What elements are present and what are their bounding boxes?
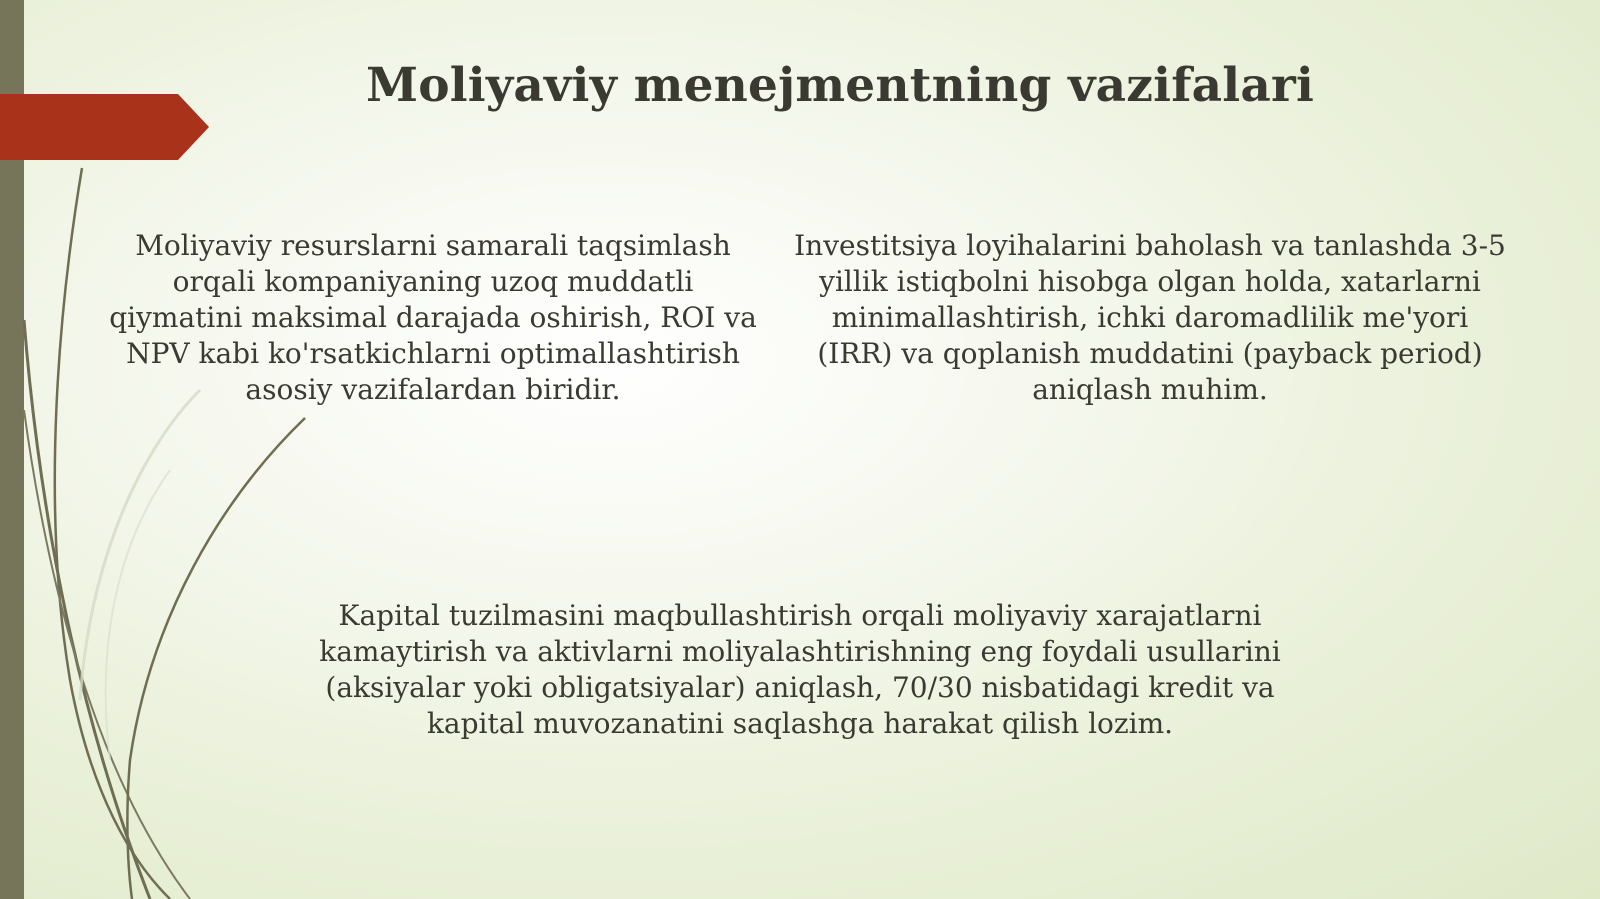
text-block-left: Moliyaviy resurslarni samarali taqsimlash orqali kompaniyaning uzoq muddatli qiymatini maksimal darajada oshirish, ROI va NPV kabi ko'rsatkichlarni optimallashtirish asosiy vazifalardan biridir. — [109, 229, 757, 406]
text-block-bottom: Kapital tuzilmasini maqbullashtirish orqali moliyaviy xarajatlarni kamaytirish va aktivlarni moliyalashtirishning eng foydali usullarini (aksiyalar yoki obligatsiyalar) aniqlash, 70/30 nisbatidagi kredit va kapital muvozanatini saqlashga harakat qilish lozim. — [319, 599, 1281, 740]
accent-arrow-tab — [0, 94, 212, 160]
slide-title: Moliyaviy menejmentning vazifalari — [365, 58, 1315, 113]
text-block-right: Investitsiya loyihalarini baholash va tanlashda 3-5 yillik istiqbolni hisobga olgan holda, xatarlarni minimallashtirish, ichki daromadlilik me'yori (IRR) va qoplanish muddatini (payback period) aniqlash muhim. — [794, 229, 1506, 406]
